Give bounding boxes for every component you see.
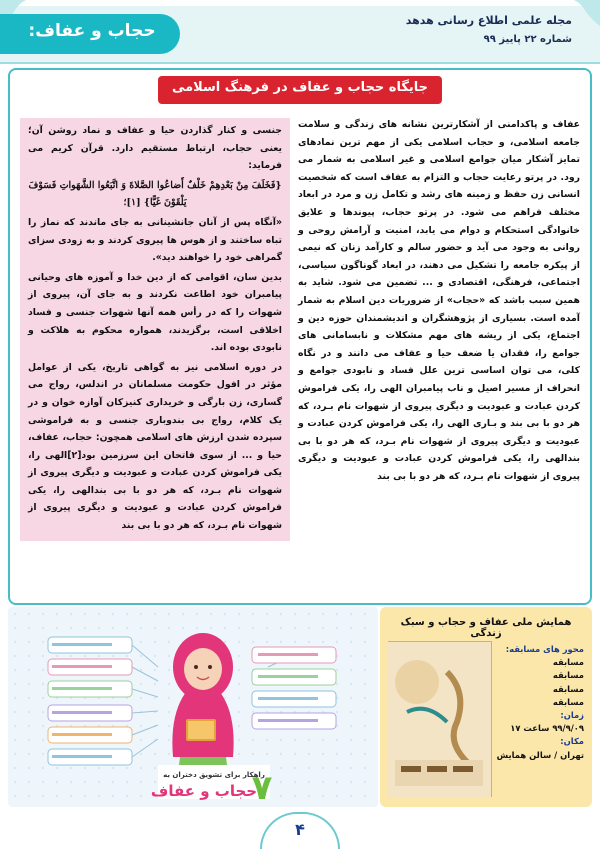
- list-item: مسابقه: [552, 696, 584, 707]
- article-right-column: [298, 116, 580, 487]
- list-item: مسابقه: [552, 670, 584, 681]
- paragraph: بدین سان، اقوامی که از دین خدا و آموزه های وحیانی پیامبران خود اطاعت نکردند و به جای آن، پیروی از شهوات را که در رأس همه آنها شهوات جنسی و فساد اخلاقی است، برگزیدند، همواره محکوم به هلاکت و نابودی بوده اند.: [28, 271, 282, 354]
- magazine-name: مجله علمی اطلاع رسانی هدهد: [405, 14, 572, 27]
- paragraph: عفاف و پاکدامنی از آشکارترین نشانه های زندگی و سلامت جامعه اسلامی، و حجاب اسلامی یکی از مهم ترین نمادهای تمایز آشکار میان جوامع اسلامی و غیر اسلامی به شمار می رود. در پرتو رعایت حجاب و التزام به عفاف است که شخصیت انسانی زن حفظ و زمینه های رشد و تکامل زن و مرد در ابعاد مختلف فراهم می شود. در پرتو حجاب، پیوندها و علایق خانوادگی استحکام و دوام می یابد، امنیت و آرامش روحی و روانی به وجود می آید و حضور سالم و کارآمد زنان که نیمی از پیکره جامعه را تشکیل می دهند، در ابعاد گوناگون سیاسی، اجتماعی، فرهنگی، اقتصادی و ... تضمین می شود. شاید به همین سبب باشد که «حجاب» از ضروریات دین اسلام به شمار آمده است. بسیاری از پژوهشگران و اندیشمندان حوزه دین و اجتماع، یکی از ریشه های مهم مشکلات و نابسامانی های جوامع را، فقدان یا ضعف حیا و عفاف می دانند و در نگاه کلی، می توان اساسی ترین علل فساد و نابودی جوامع و انحراف از مسیر اصیل و ناب پیامبران الهی را، یکی فراموش کردن عبادت و عبودیت و دیگری پیروی از شهوات نام بـرد، که هر دو با بی بند و بـاری الهی را، یکی فراموش کردن عبادت و عبودیت و دیگری پیروی از شهوات نام بـرد، که هر دو با بی بندالهی را، یکی فراموش کردن عبادت و عبودیت و دیگری پیروی از شهوات نام بـرد، که هر دو با بی بند: [298, 119, 580, 482]
- hijab-infographic: [8, 607, 378, 807]
- issue-number: شماره ۲۲ پاییز ۹۹: [483, 34, 572, 45]
- ornament-icon: [574, 0, 600, 26]
- infographic-illustration: [8, 607, 378, 807]
- bottom-section: [8, 607, 592, 807]
- article-title: جایگاه حجاب و عفاف در فرهنگ اسلامی: [171, 80, 429, 95]
- infographic-tagline: راهکار برای تشویق دختران به: [163, 771, 265, 779]
- place-value: تهران / سالن همایش: [496, 749, 584, 760]
- paragraph: در دوره اسلامی نیز به گواهی تاریخ، یکی از عوامل مؤثر در افول حکومت مسلمانان در اندلس، رواج می گساری، زن بارگی و خریداری کنیزکان آوازه خوان و در یک کلام، رواج بی بندوباری جنسی و به فراموشی سپرده شدن ارزش های اسلامی همچون: حجاب، عفاف، حیا و ... از سوی فاتحان این سرزمین بود[۲]الهی را، یکی فراموش کردن عبادت و عبودیت و دیگری پیروی از شهوات نام بـرد، که هر دو با بی بندالهی را، یکی فراموش کردن عبادت و عبودیت و دیگری پیروی از شهوات نام بـرد، که هر دو با بی بند: [28, 361, 282, 532]
- list-item: مسابقه: [552, 683, 584, 694]
- axis-label: محور های مسابقه:: [505, 644, 584, 654]
- paragraph: جنسی و کنار گذاردن حیا و عفاف و نماد روشن آن؛ یعنی حجاب، ارتباط مستقیم دارد. قرآن کریم می فرماید:: [28, 125, 282, 172]
- infographic-number: ۷: [251, 768, 273, 807]
- event-title: همایش ملی عفاف و حجاب و سبک زندگی: [400, 617, 572, 639]
- time-value: ۹۹/۹/۰۹ ساعت ۱۷: [510, 723, 584, 734]
- page-header: [0, 0, 600, 62]
- paragraph: «آنگاه پس از آنان جانشینانی به جای ماندند که نماز را تباه ساختند و از هوس ها پیروی کردند و به زودی سزای گمراهی خود را خواهند دید».: [28, 216, 282, 264]
- article-left-column: [20, 118, 290, 541]
- quran-verse: {فَخَلَفَ مِنْ بَعْدِهِمْ خَلْفٌ أَضاعُوا الصَّلاةَ وَ اتَّبَعُوا الشَّهَواتِ فَسَوْفَ یَلْقَوْنَ غَیًّا} [۱]؛: [28, 179, 282, 209]
- page-number: ۴: [295, 820, 305, 839]
- event-card: [380, 607, 592, 807]
- time-label: زمان:: [560, 710, 584, 721]
- poster-illustration: [387, 642, 491, 798]
- list-item: مسابقه: [552, 657, 584, 668]
- place-label: مکان:: [560, 736, 584, 747]
- section-title: حجاب و عفاف:: [28, 21, 156, 41]
- event-details: [496, 643, 584, 762]
- infographic-brand: حجاب و عفاف: [150, 782, 258, 800]
- event-poster-image: [388, 641, 492, 797]
- header-divider: [0, 62, 600, 64]
